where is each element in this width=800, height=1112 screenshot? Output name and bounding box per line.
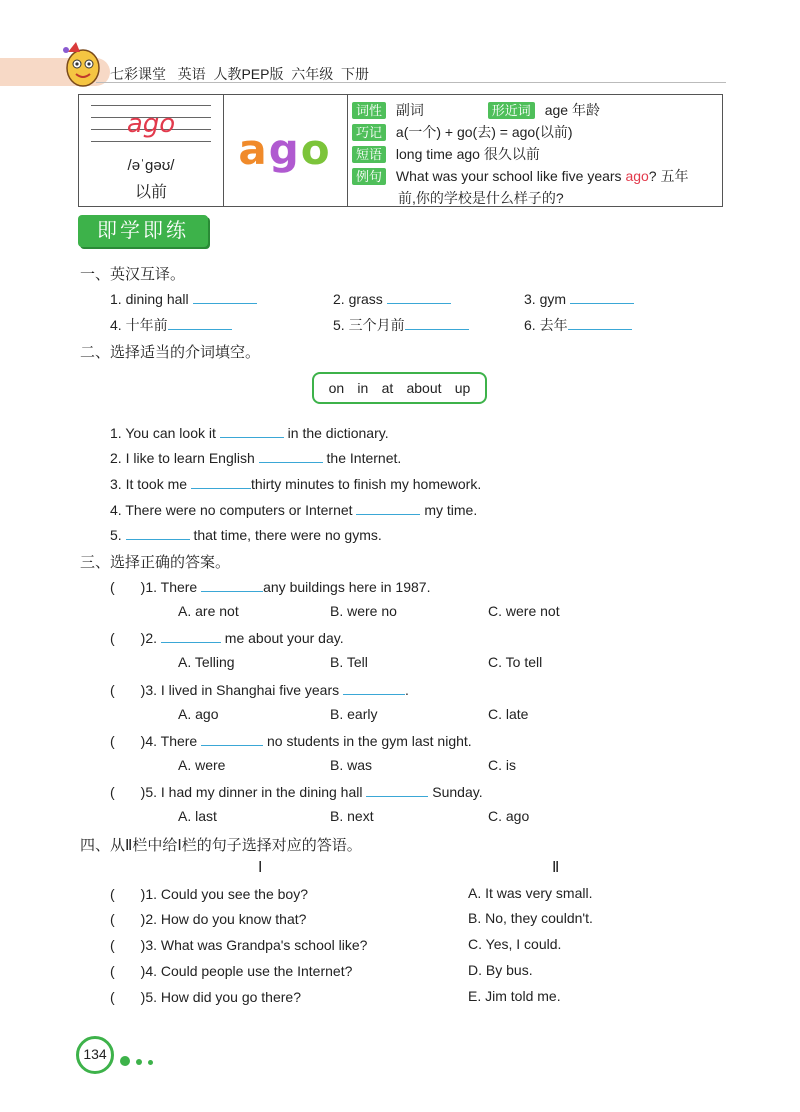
part2-item: 3. It took me thirty minutes to finish my homework. (110, 476, 482, 492)
match-question: ( )2. How do you know that? (110, 911, 307, 927)
part3-question: ( )3. I lived in Shanghai five years . (110, 682, 409, 698)
match-question: ( )1. Could you see the boy? (110, 886, 309, 902)
card-row-memory (352, 122, 573, 142)
part3-question: ( )2. me about your day. (110, 630, 344, 646)
letter-art (223, 125, 347, 174)
option[interactable]: B. was (330, 757, 373, 773)
similar-text: age 年龄 (544, 102, 600, 118)
match-question: ( )3. What was Grandpa's school like? (110, 937, 368, 953)
part1-item: 1. dining hall (110, 289, 257, 307)
answer-blank[interactable] (193, 289, 257, 304)
answer-blank[interactable] (201, 731, 263, 746)
option[interactable]: A. Telling (178, 654, 235, 670)
match-answer: A. It was very small. (468, 885, 593, 901)
answer-blank[interactable] (387, 289, 451, 304)
tag-phrase: 短语 (352, 146, 386, 163)
pos-text: 副词 (395, 102, 424, 118)
bank-word: about (406, 380, 442, 396)
example-text: What was your school like five years (395, 168, 626, 184)
answer-blank[interactable] (201, 577, 263, 592)
answer-paren[interactable] (115, 988, 141, 1002)
part1-item: 6. 去年 (524, 315, 632, 335)
option[interactable]: B. Tell (330, 654, 368, 670)
word-cell (79, 95, 224, 206)
part2-item: 2. I like to learn English the Internet. (110, 450, 402, 466)
match-answer: D. By bus. (468, 962, 533, 978)
answer-paren[interactable] (115, 681, 141, 695)
bank-word: on (328, 380, 345, 396)
option[interactable]: C. late (488, 706, 529, 722)
answer-paren[interactable] (115, 732, 141, 746)
card-row-example (352, 166, 688, 186)
answer-blank[interactable] (568, 315, 632, 330)
phonetic: /əˈɡəʊ/ (127, 157, 175, 174)
tag-similar: 形近词 (488, 102, 535, 119)
part4-title: 四、从Ⅱ栏中给Ⅰ栏的句子选择对应的答语。 (80, 837, 362, 854)
card-row-phrase (352, 144, 540, 164)
answer-blank[interactable] (343, 680, 405, 695)
card-row-pos (352, 100, 600, 120)
match-question: ( )5. How did you go there? (110, 989, 301, 1005)
match-answer: E. Jim told me. (468, 988, 561, 1004)
answer-paren[interactable] (115, 578, 141, 592)
page-number: 134 (83, 1046, 107, 1062)
answer-blank[interactable] (259, 448, 323, 463)
answer-blank[interactable] (220, 423, 284, 438)
part2-item: 5. that time, there were no gyms. (110, 527, 382, 543)
option[interactable]: A. last (178, 808, 217, 824)
option[interactable]: A. were (178, 757, 226, 773)
answer-blank[interactable] (168, 315, 232, 330)
vocab-word: ago (126, 109, 176, 139)
letter-a: a (238, 125, 269, 174)
option[interactable]: C. To tell (488, 654, 543, 670)
mascot-icon (56, 38, 110, 92)
answer-blank[interactable] (570, 289, 634, 304)
option[interactable]: C. ago (488, 808, 530, 824)
option[interactable]: C. is (488, 757, 516, 773)
tag-memory: 巧记 (352, 124, 386, 141)
part2-title: 二、选择适当的介词填空。 (80, 344, 261, 361)
decor-dot (148, 1060, 153, 1065)
example-line2: 前,你的学校是什么样子的? (398, 190, 564, 206)
column-2-header: Ⅱ (552, 859, 560, 876)
answer-blank[interactable] (366, 782, 428, 797)
letter-o: o (300, 125, 332, 174)
part1-item: 3. gym (524, 289, 634, 307)
bank-word: at (381, 380, 394, 396)
match-question: ( )4. Could people use the Internet? (110, 963, 353, 979)
part3-question: ( )1. There any buildings here in 1987. (110, 579, 431, 595)
part3-title: 三、选择正确的答案。 (80, 554, 231, 571)
column-1-header: Ⅰ (258, 859, 263, 876)
memory-text: a(一个) + go(去) = ago(以前) (395, 124, 573, 140)
part3-question: ( )5. I had my dinner in the dining hall Sunday. (110, 784, 483, 800)
letter-g: g (268, 125, 301, 174)
answer-blank[interactable] (405, 315, 469, 330)
tag-pos: 词性 (352, 102, 386, 119)
word-meaning: 以前 (134, 184, 167, 201)
option[interactable]: B. early (330, 706, 378, 722)
answer-blank[interactable] (126, 525, 190, 540)
answer-blank[interactable] (161, 628, 221, 643)
example-text-end: ? 五年 (648, 168, 689, 184)
part3-question: ( )4. There no students in the gym last night. (110, 733, 472, 749)
option[interactable]: C. were not (488, 603, 560, 619)
match-answer: B. No, they couldn't. (468, 910, 593, 926)
answer-paren[interactable] (115, 783, 141, 797)
part1-item: 5. 三个月前 (333, 315, 469, 335)
answer-paren[interactable] (115, 885, 141, 899)
answer-paren[interactable] (115, 629, 141, 643)
option[interactable]: B. were no (330, 603, 397, 619)
tag-example: 例句 (352, 168, 386, 185)
option[interactable]: B. next (330, 808, 374, 824)
answer-paren[interactable] (115, 910, 141, 924)
header-title: 七彩课堂 英语 人教PEP版 六年级 下册 (110, 66, 370, 82)
answer-paren[interactable] (115, 962, 141, 976)
part2-item: 4. There were no computers or Internet my time. (110, 502, 478, 518)
answer-paren[interactable] (115, 936, 141, 950)
match-answer: C. Yes, I could. (468, 936, 562, 952)
option[interactable]: A. ago (178, 706, 219, 722)
example-highlight: ago (625, 168, 649, 184)
answer-blank[interactable] (356, 500, 420, 515)
decor-dot (136, 1059, 142, 1065)
part2-item: 1. You can look it in the dictionary. (110, 425, 389, 441)
bank-word: in (357, 380, 369, 396)
part1-item: 2. grass (333, 289, 451, 307)
section-badge: 即学即练 (78, 215, 208, 247)
decor-dot (120, 1056, 130, 1066)
option[interactable]: A. are not (178, 603, 239, 619)
word-bank (312, 372, 487, 404)
bank-word: up (454, 380, 471, 396)
answer-blank[interactable] (191, 474, 251, 489)
part1-title: 一、英汉互译。 (80, 266, 186, 283)
phrase-text: long time ago 很久以前 (395, 146, 540, 162)
letter-art-cell (223, 95, 348, 206)
part1-item: 4. 十年前 (110, 315, 232, 335)
